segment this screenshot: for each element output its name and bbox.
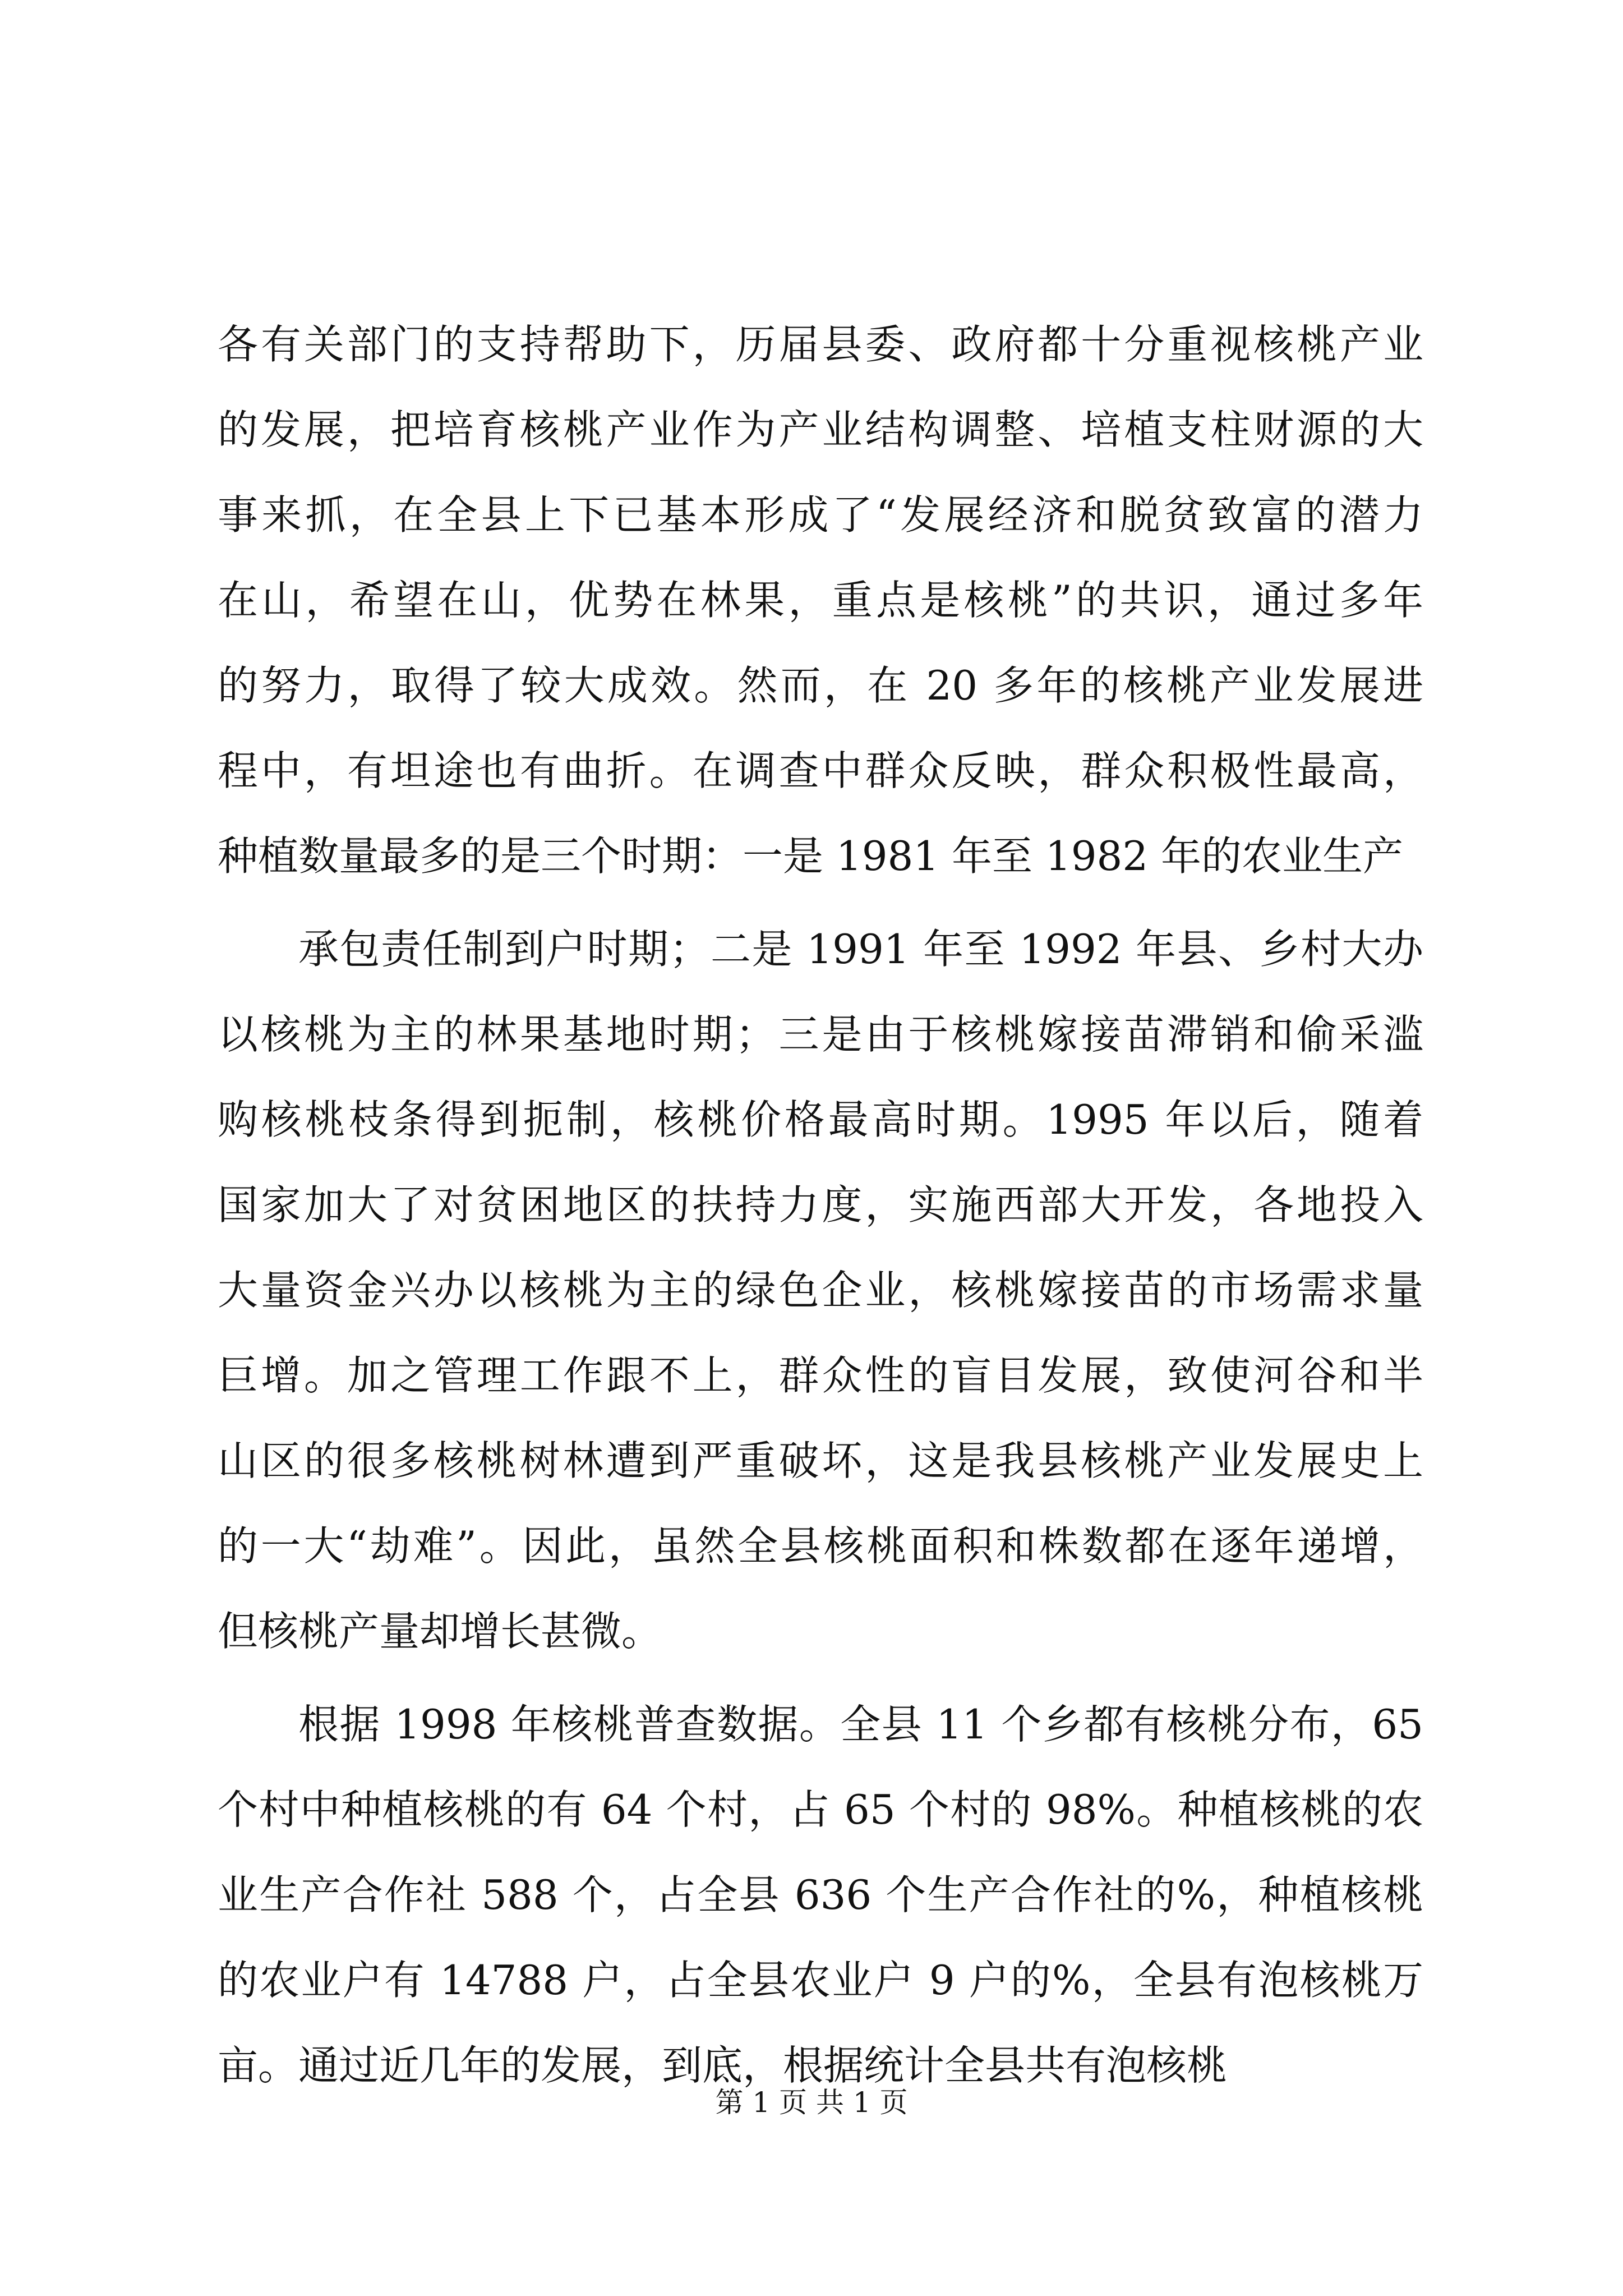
text-line: 的发展，把培育核桃产业作为产业结构调整、培植支柱财源的大 — [218, 406, 1423, 453]
text-line: 的努力，取得了较大成效。然而，在 20 多年的核桃产业发展进 — [218, 662, 1423, 709]
text-line: 个村中种植核桃的有 64 个村，占 65 个村的 98%。种植核桃的农 — [218, 1786, 1423, 1833]
text-line: 各有关部门的支持帮助下，历届县委、政府都十分重视核桃产业 — [218, 321, 1423, 368]
text-line: 以核桃为主的林果基地时期；三是由于核桃嫁接苗滞销和偷采滥 — [218, 1011, 1423, 1058]
paragraph-1 — [218, 302, 1423, 899]
text-line: 但核桃产量却增长甚微。 — [218, 1608, 662, 1655]
text-line: 事来抓，在全县上下已基本形成了“发展经济和脱贫致富的潜力 — [218, 491, 1423, 539]
paragraph-3 — [218, 1682, 1423, 2108]
text-line: 的一大“劫难”。因此，虽然全县核桃面积和株数都在逐年递增， — [218, 1522, 1423, 1570]
text-line: 大量资金兴办以核桃为主的绿色企业，核桃嫁接苗的市场需求量 — [218, 1267, 1423, 1314]
text-line: 程中，有坦途也有曲折。在调查中群众反映，群众积极性最高， — [218, 747, 1423, 794]
text-line: 亩。通过近几年的发展，到底，根据统计全县共有泡核桃 — [218, 2042, 1228, 2089]
text-line: 巨增。加之管理工作跟不上，群众性的盲目发展，致使河谷和半 — [218, 1352, 1423, 1399]
text-line: 山区的很多核桃树林遭到严重破坏，这是我县核桃产业发展史上 — [218, 1437, 1423, 1484]
text-line: 承包责任制到户时期；二是 1991 年至 1992 年县、乡村大办 — [298, 926, 1423, 973]
text-line: 根据 1998 年核桃普查数据。全县 11 个乡都有核桃分布，65 — [298, 1701, 1423, 1748]
text-line: 种植数量最多的是三个时期：一是 1981 年至 1982 年的农业生产 — [218, 832, 1404, 880]
text-line: 的农业户有 14788 户，占全县农业户 9 户的%，全县有泡核桃万 — [218, 1957, 1423, 2004]
text-line: 国家加大了对贫困地区的扶持力度，实施西部大开发，各地投入 — [218, 1181, 1423, 1228]
document-body — [218, 302, 1423, 2108]
text-line: 在山，希望在山，优势在林果，重点是核桃”的共识，通过多年 — [218, 577, 1423, 624]
text-line: 购核桃枝条得到扼制，核桃价格最高时期。1995 年以后，随着 — [218, 1096, 1423, 1143]
page-footer: 第 1 页 共 1 页 — [715, 2086, 908, 2119]
text-line: 业生产合作社 588 个，占全县 636 个生产合作社的%，种植核桃 — [218, 1871, 1423, 1918]
paragraph-2 — [218, 907, 1423, 1674]
